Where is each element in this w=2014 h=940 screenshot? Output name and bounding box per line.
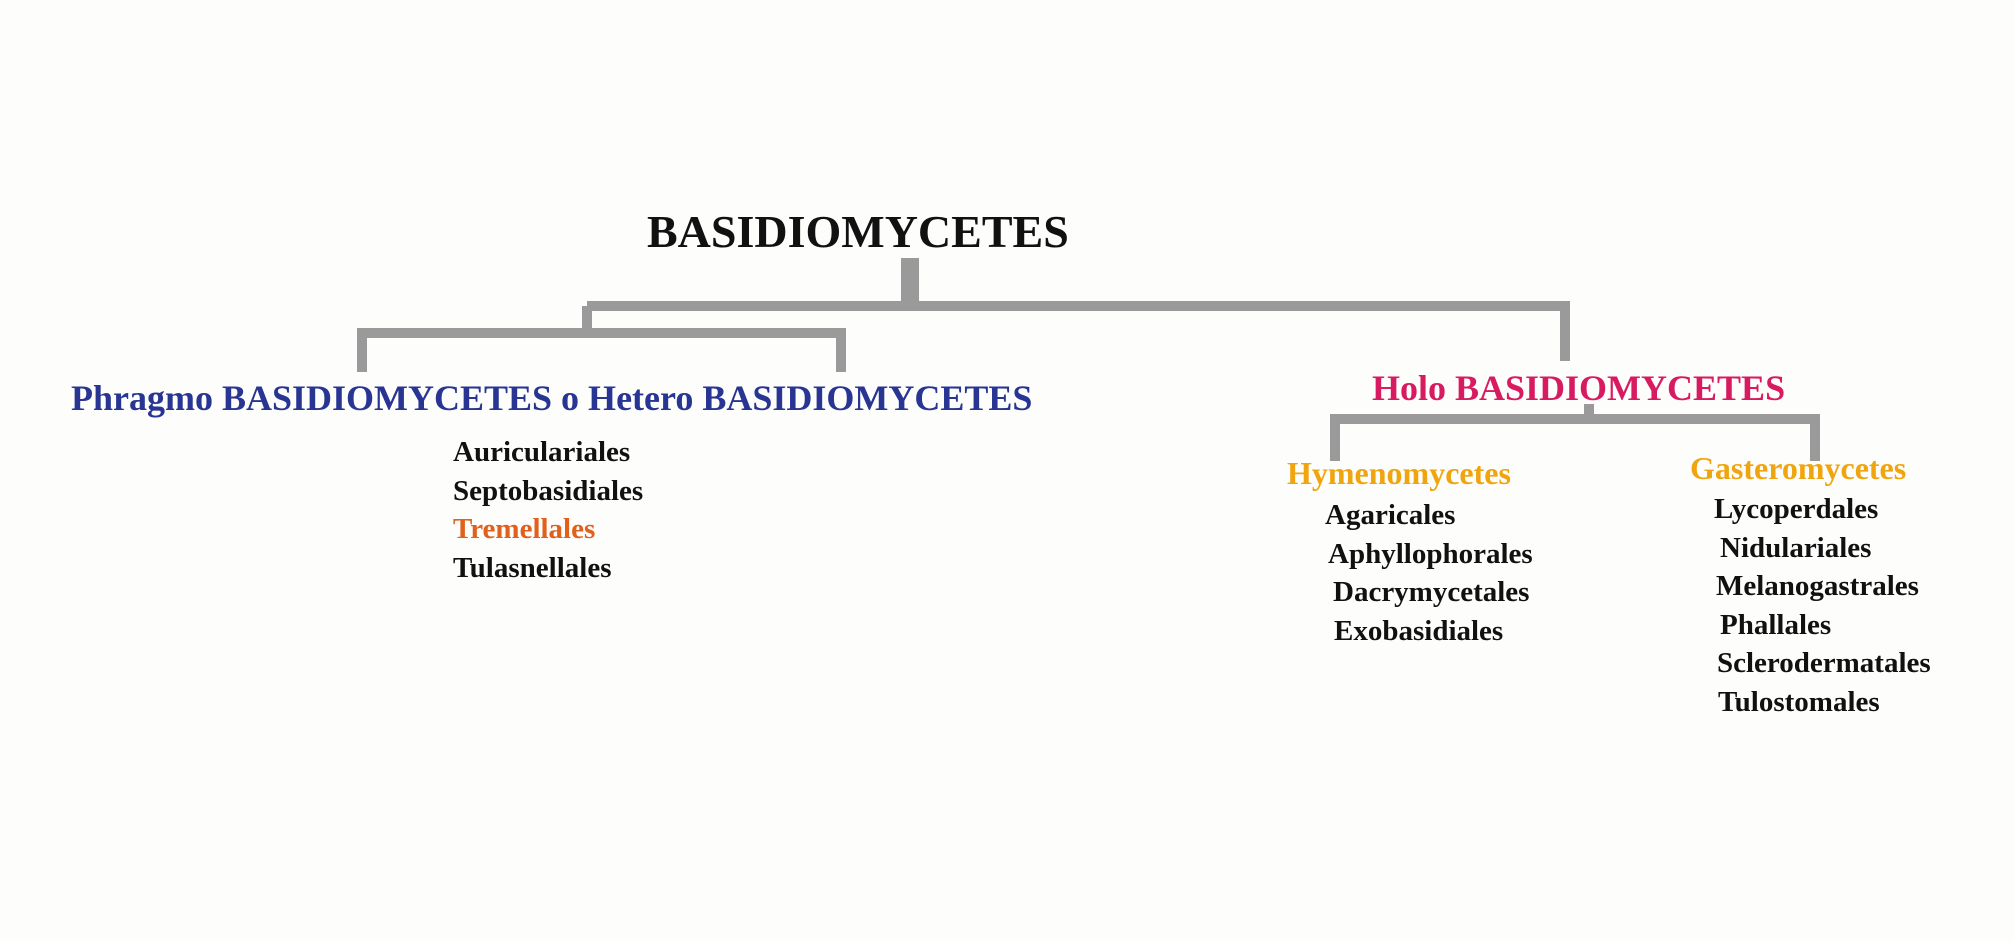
order-item: Auriculariales <box>453 436 631 468</box>
order-item: Lycoperdales <box>1714 493 1879 525</box>
order-item: Septobasidiales <box>453 474 644 507</box>
phragmo-order-list <box>453 433 643 587</box>
order-item: Melanogastrales <box>1716 570 1919 602</box>
order-item: Aphyllophorales <box>1328 537 1533 570</box>
holo-basidiomycetes-label: Holo BASIDIOMYCETES <box>1372 368 1786 408</box>
gasteromycetes-label: Gasteromycetes <box>1690 450 1907 486</box>
order-item: Tulasnellales <box>453 551 612 584</box>
order-item: Nidulariales <box>1720 531 1872 564</box>
hymenomycetes-label: Hymenomycetes <box>1287 455 1511 491</box>
order-item: Phallales <box>1720 608 1832 641</box>
order-item: Exobasidiales <box>1334 614 1504 647</box>
order-item: Tulostomales <box>1718 685 1880 718</box>
phragmo-connector-line <box>362 306 841 372</box>
order-item: Agaricales <box>1325 499 1456 531</box>
order-item-highlighted: Tremellales <box>453 513 596 545</box>
root-title: BASIDIOMYCETES <box>647 206 1069 257</box>
hymenomycetes-order-list <box>1325 496 1533 650</box>
order-item: Sclerodermatales <box>1717 647 1931 679</box>
phragmo-hetero-basidiomycetes-label: Phragmo BASIDIOMYCETES o Hetero BASIDIOMYCETES <box>71 378 1033 418</box>
order-item: Dacrymycetales <box>1333 576 1530 608</box>
gasteromycetes-order-list <box>1714 490 1931 721</box>
